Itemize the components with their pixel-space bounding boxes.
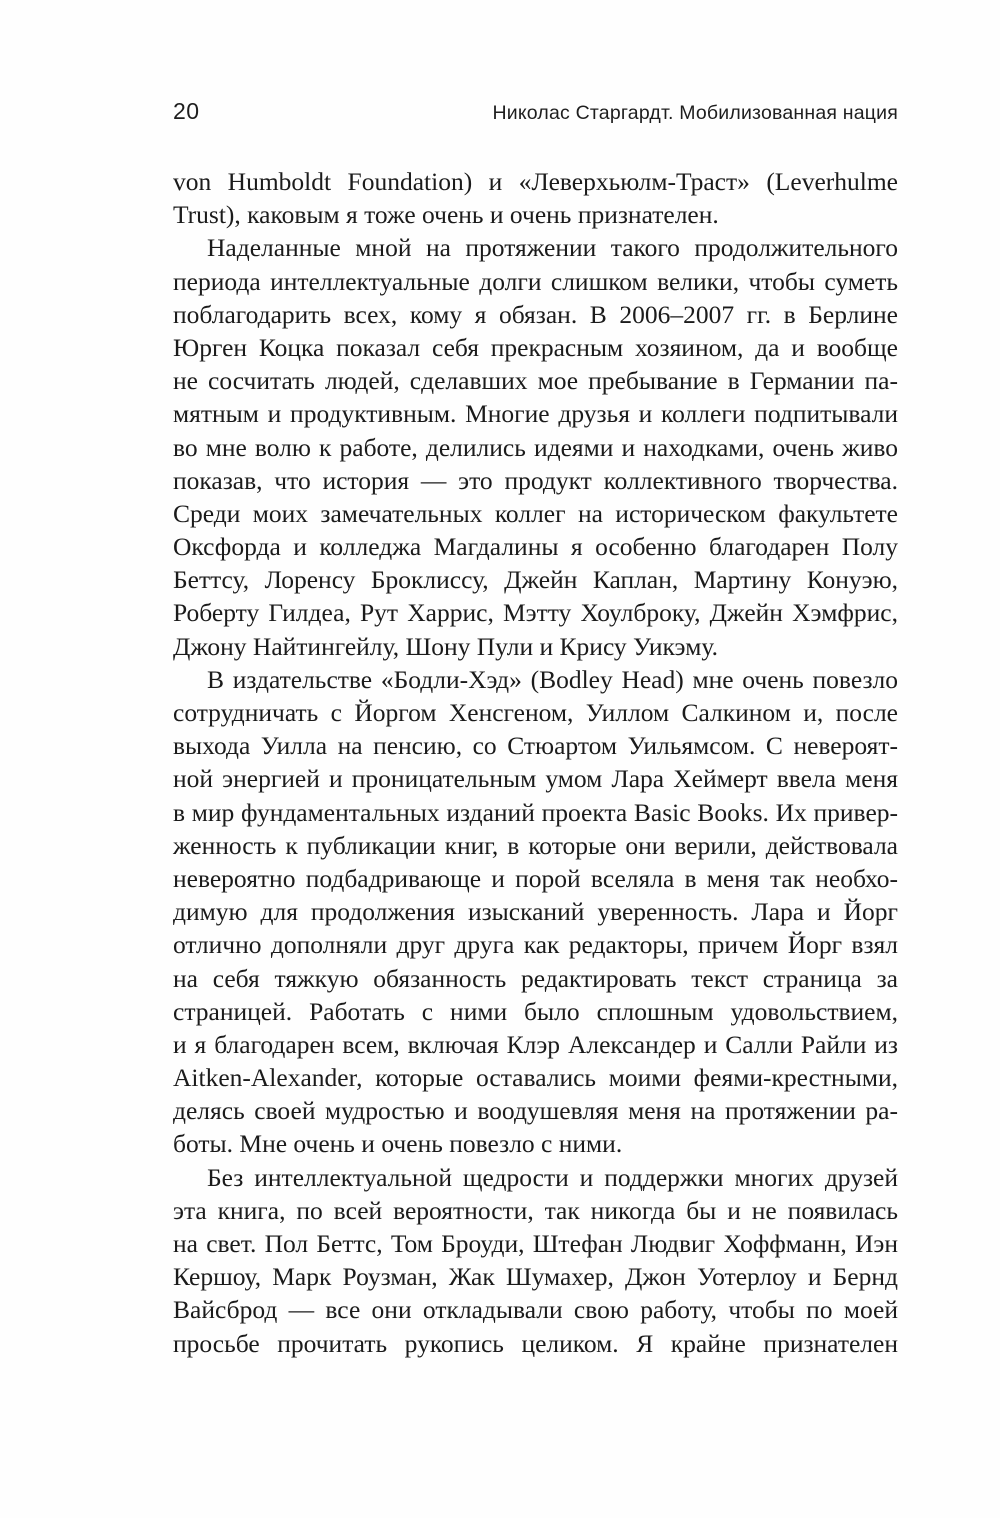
text-line: Юрген Коцка показал себя прекрасным хозяином, да и вообще <box>173 332 898 362</box>
text-line: Роберту Гилдеа, Рут Харрис, Мэтту Хоулброку, Джейн Хэмфрис, <box>173 598 898 628</box>
text-line: Без интеллектуальной щедрости и поддержки многих друзей <box>207 1162 898 1192</box>
text-line: отлично дополняли друг друга как редакторы, причем Йорг взял <box>173 930 898 960</box>
text-line: сотрудничать с Йоргом Хенсгеном, Уиллом Салкином и, после <box>173 698 898 727</box>
body-text <box>173 165 898 1360</box>
text-line: просьбе прочитать рукопись целиком. Я крайне признателен <box>173 1328 898 1358</box>
text-line: димую для продолжения изысканий уверенность. Лара и Йорг <box>173 897 898 927</box>
text-line: Кершоу, Марк Роузман, Жак Шумахер, Джон Уотерлоу и Бернд <box>173 1262 898 1292</box>
text-line: эта книга, по всей вероятности, так никогда бы и не появилась <box>173 1195 898 1225</box>
text-line: невероятно подбадривающе и порой вселяла в меня так необхо- <box>173 863 898 893</box>
text-line: женность к публикации книг, в которые они верили, действовала <box>173 830 898 860</box>
text-line: боты. Мне очень и очень повезло с ними. <box>173 1129 623 1159</box>
text-line: во мне волю к работе, делились идеями и находками, очень живо <box>173 432 898 462</box>
text-line: мятным и продуктивным. Многие друзья и коллеги подпитывали <box>173 399 898 429</box>
text-line: не сосчитать людей, сделавших мое пребывание в Германии па- <box>173 366 898 396</box>
text-line: В издательстве «Бодли-Хэд» (Bodley Head) мне очень повезло <box>207 664 898 694</box>
text-line: ной энергией и проницательным умом Лара Хеймерт ввела меня <box>173 764 898 794</box>
page-number: 20 <box>173 98 200 124</box>
text-line: Беттсу, Лоренсу Броклиссу, Джейн Каплан, Мартину Конуэю, <box>173 565 898 595</box>
running-title: Николас Старгардт. Мобилизованная нация <box>492 102 898 124</box>
text-line: на себя тяжкую обязанность редактировать текст страница за <box>173 963 898 993</box>
running-header <box>173 98 898 132</box>
text-line: поблагодарить всех, кому я обязан. В 2006–2007 гг. в Берлине <box>173 299 898 329</box>
text-line: и я благодарен всем, включая Клэр Александер и Салли Райли из <box>173 1029 898 1059</box>
text-line: Aitken-Alexander, которые оставались моими феями-крестными, <box>173 1063 898 1093</box>
text-line: von Humboldt Foundation) и «Леверхьюлм-Траст» (Leverhulme <box>173 167 898 196</box>
text-line: Оксфорда и колледжа Магдалины я особенно благодарен Полу <box>173 532 898 562</box>
text-line: на свет. Пол Беттс, Том Броуди, Штефан Людвиг Хоффманн, Иэн <box>173 1229 898 1258</box>
text-line: показав, что история — это продукт коллективного творчества. <box>173 465 898 495</box>
text-line: Среди моих замечательных коллег на историческом факультете <box>173 498 898 528</box>
text-line: Trust), каковым я тоже очень и очень признателен. <box>173 200 719 230</box>
paragraph <box>173 1161 898 1360</box>
text-line: периода интеллектуальные долги слишком велики, чтобы суметь <box>173 266 898 296</box>
paragraph <box>173 165 898 231</box>
text-line: Вайсброд — все они откладывали свою работу, чтобы по моей <box>173 1295 898 1325</box>
text-line: выхода Уилла на пенсию, со Стюартом Уильямсом. С невероят- <box>173 731 898 761</box>
text-line: делясь своей мудростью и воодушевляя меня на протяжении ра- <box>173 1096 898 1126</box>
text-line: Наделанные мной на протяжении такого продолжительного <box>207 233 898 263</box>
text-line: Джону Найтингейлу, Шону Пули и Крису Уикэму. <box>173 631 718 661</box>
paragraph <box>173 231 898 662</box>
text-line: в мир фундаментальных изданий проекта Basic Books. Их привер- <box>173 797 898 827</box>
paragraph <box>173 663 898 1161</box>
text-line: страницей. Работать с ними было сплошным удовольствием, <box>173 996 898 1026</box>
